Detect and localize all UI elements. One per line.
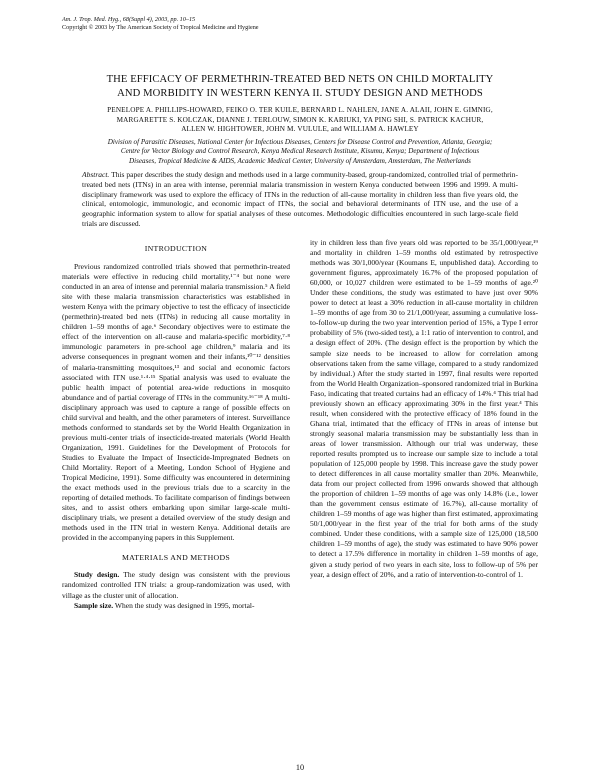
authors-line-3: ALLEN W. HIGHTOWER, JOHN M. VULULE, and WILLIAM A. HAWLEY bbox=[181, 125, 419, 134]
abstract-text: This paper describes the study design and methods used in a large community-based, group-randomized, controlled trial of permethrin-treated bed nets (ITNs) in an area with intense, perennial malaria transmission in western Kenya conducted between 1996 and 1999. A multi-disciplinary framework was used to explore the efficacy of ITNs in the reduction of all-cause mortality in children less than five years old, the clinical, entomologic, immunologic, and economic impact of ITNs, the social and behavioral determinants of ITN use, and the use of a geographic information system to allow for spatial analyses of these outcomes. Methodologic difficulties encountered in such large-scale field trials are discussed. bbox=[82, 170, 518, 228]
sample-size-text: When the study was designed in 1995, mortal- bbox=[114, 600, 255, 610]
study-design-paragraph bbox=[62, 570, 290, 600]
title-line-1: THE EFFICACY OF PERMETHRIN-TREATED BED NETS ON CHILD MORTALITY bbox=[106, 74, 494, 85]
sample-size-paragraph bbox=[62, 601, 290, 611]
sample-size-continued-paragraph: ity in children less than five years old was reported to be 35/1,000/year,¹⁹ and mortality in children 1–59 months old estimated by retrospective methods was 30/1,000/year (Koumans E, unpublished data). According to government figures, approximately 16.7% of the proposed population of 60,000, or 10,027 children were estimated to be 1–59 months of age.²⁰ Under these conditions, the study was estimated to have just over 90% power to detect at least a 30% reduction in all-cause mortality in children 1–59 months of age from 30 to 21/1,000/year, assuming a cumulative loss-to-follow-up during the two year intervention period of 15%, a Type I error probability of 5% (two-sided test), a 1:1 ratio of intervention to control, and a design effect of 20%. (The design effect is the proportion by which the sample size needs to be increased to allow for correlation among observations taken from the same village, compared to a study randomized by individual.) After the study started in 1997, final results were reported from the World Health Organization–sponsored randomized trial in Burkina Faso, indicating that treated curtains had an efficacy of 14%.⁴ This trial had previously shown an efficacy approximating 30% in the first year.⁴ This result, when considered with the protective efficacy of 18% found in the Ghana trial, intimated that the efficacy of ITNs in areas of intense but strongly seasonal malaria transmission may be substantially less than in areas of lower transmission. Although our trial was underway, these reported results prompted us to increase our sample size to include a total population of 125,000 people by 1998. This increase gave the study power to detect differences in all cause mortality smaller than 20%. Meanwhile, data from our project collected from 1996 onwards showed that although the proportion of children 1–59 months of age was only 14.8% (i.e., lower than the government census estimate of 16.7%), all-cause mortality of children 1–59 months of age was higher than first estimated, approximating 50/1,000/year in the first year of the trial for both arms of the study combined. Under these conditions, with a sample size of 125,000 (18,500 children 1–59 months of age), the study was estimated to have 90% power to detect a 17.5% difference in mortality in children 1–59 months of age, given a study period of two years in each site, loss to follow-up of 5% per year, a design effect of 20%, and a ratio of intervention-to-control of 1. bbox=[310, 238, 538, 579]
study-design-text: The study design was consistent with the previous randomized controlled ITN trials: a group-randomization was used, with village as the cluster unit of allocation. bbox=[62, 570, 291, 600]
right-column bbox=[310, 238, 538, 580]
affiliation-line-2: Centre for Vector Biology and Control Research, Kenya Medical Research Institute, Kisumu, Kenya; Department of Infectious bbox=[120, 147, 480, 156]
article-title bbox=[62, 73, 538, 101]
abstract bbox=[82, 170, 518, 229]
page-number: 10 bbox=[295, 763, 305, 772]
introduction-heading: INTRODUCTION bbox=[144, 244, 208, 253]
journal-citation: Am. J. Trop. Med. Hyg., 68(Suppl 4), 2003, pp. 10–15 bbox=[62, 16, 196, 23]
study-design-label: Study design. bbox=[74, 570, 120, 580]
introduction-paragraph: Previous randomized controlled trials showed that permethrin-treated materials were effective in reducing child mortality,¹⁻⁴ but none were conducted in an area of intense and perennial malaria transmission.⁵ A field site with these malaria transmission characteristics was established in western Kenya with the primary objective to test the efficacy of insecticide (permethrin)-treated bed nets (ITNs) in reducing all cause mortality in children 1–59 months of age.⁶ Secondary objectives were to estimate the effect of the intervention on all-cause and malaria-specific morbidity,⁷·⁸ immunologic parameters in pre-school age children,⁹ malaria and its adverse consequences in pregnant women and their infants,¹⁰⁻¹² densities of malaria-transmitting mosquitoes,¹³ and social and economic factors associated with ITN use.¹·⁴·¹⁵ Spatial analysis was used to evaluate the public health impact of potential area-wide reductions in mosquito abundance and of partial coverage of ITNs in the community.¹⁶⁻¹⁸ A multi-disciplinary approach was used to capture a range of possible effects on child survival and health, and the other parameters of interest. Surveillance methods conformed to standards set by the World Health Organization in previous multi-center trials of insecticide-treated materials (World Health Organization, 1991. Guidelines for the Development of Protocols for Studies to Evaluate the Impact of Insecticide-Impregnated Bednets on Child Mortality. Report of a Meeting, London School of Hygiene and Tropical Medicine, 1991). Some difficulty was encountered in determining the exact methods used in the previous trials due to a scarcity in the reporting of detailed methods. To facilitate comparison of findings between sites, and to assist others embarking upon similar large-scale multi-disciplinary trials, we present a detailed overview of the study design and methods used in the ITN trial in western Kenya. Additional details are provided in the accompanying papers in this Supplement. bbox=[62, 262, 290, 543]
copyright-line: Copyright © 2003 by The American Society of Tropical Medicine and Hygiene bbox=[62, 24, 259, 31]
methods-heading: MATERIALS AND METHODS bbox=[121, 553, 231, 563]
left-column bbox=[62, 240, 290, 611]
sample-size-label: Sample size. bbox=[74, 600, 114, 610]
abstract-label: Abstract. bbox=[82, 170, 110, 179]
journal-header bbox=[62, 16, 259, 32]
author-list bbox=[62, 106, 538, 135]
authors-line-2: MARGARETTE S. KOLCZAK, DIANNE J. TERLOUW, SIMON K. KARIUKI, YA PING SHI, S. PATRICK KACHUR, bbox=[116, 115, 484, 124]
affiliations bbox=[62, 138, 538, 166]
authors-line-1: PENELOPE A. PHILLIPS-HOWARD, FEIKO O. TER KUILE, BERNARD L. NAHLEN, JANE A. ALAII, JOHN E. GIMNIG, bbox=[107, 106, 493, 114]
affiliation-line-3: Diseases, Tropical Medicine & AIDS, Academic Medical Center, University of Amsterdam, Amsterdam, The Netherlands bbox=[129, 156, 471, 165]
title-line-2: AND MORBIDITY IN WESTERN KENYA II. STUDY DESIGN AND METHODS bbox=[117, 88, 483, 99]
affiliation-line-1: Division of Parasitic Diseases, National Center for Infectious Diseases, Centers for Disease Control and Prevention, Atlanta, Georgia; bbox=[107, 138, 493, 146]
